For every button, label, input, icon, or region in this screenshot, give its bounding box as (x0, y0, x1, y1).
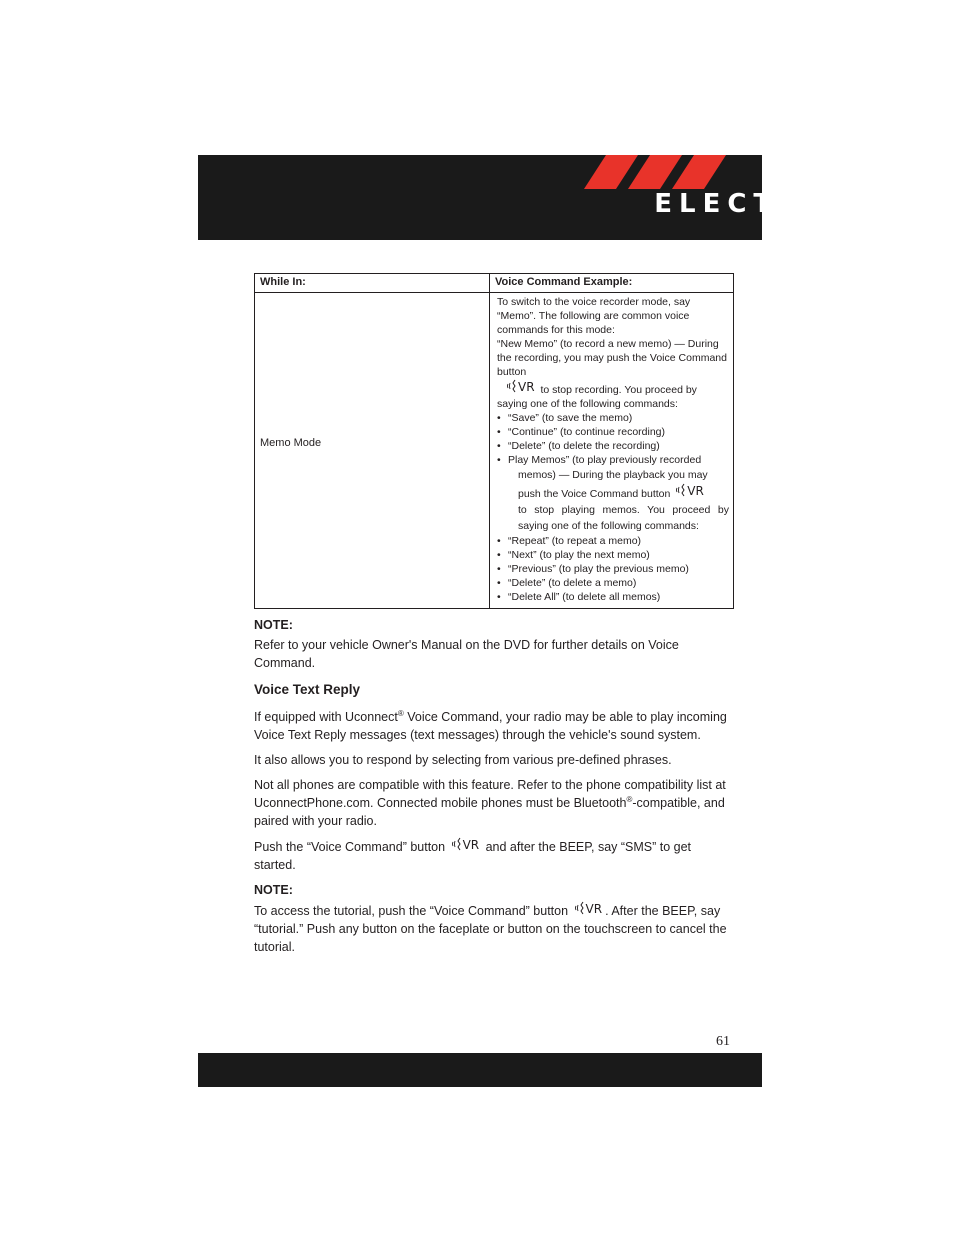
command-item-cont: to stop playing memos. You proceed by (518, 504, 729, 516)
intro-text-3-line (497, 379, 729, 411)
table-column-divider (489, 274, 490, 608)
command-item: • “Next” (to play the next memo) (497, 548, 729, 562)
vr-button-icon: VR (575, 901, 603, 915)
section-title: ELECTRONICS (654, 189, 932, 219)
footer-bar (198, 1053, 762, 1087)
table-header-row (255, 274, 733, 293)
intro-text-2: “New Memo” (to record a new memo) — During the recording, you may push the Voice Command button (497, 338, 727, 378)
note-text: Refer to your vehicle Owner's Manual on the DVD for further details on Voice Command. (254, 638, 679, 670)
intro-text-3: to stop recording. You proceed by saying one of the following commands: (497, 384, 697, 410)
command-item-cont: memos) — During the playback you may (518, 469, 708, 481)
command-item: • “Delete” (to delete a memo) (497, 576, 729, 590)
page-number: 61 (716, 1034, 730, 1049)
command-item: • “Delete All” (to delete all memos) (497, 590, 729, 604)
body-text (254, 616, 734, 963)
vr-button-icon: VR (500, 379, 535, 393)
command-item: • “Delete” (to delete the recording) (497, 439, 729, 453)
command-item: • “Repeat” (to repeat a memo) (497, 534, 729, 548)
command-item: • Play Memos” (to play previously recorded (497, 453, 729, 467)
command-item: • “Save” (to save the memo) (497, 411, 729, 425)
col-header-while-in: While In: (260, 276, 306, 288)
mode-label: Memo Mode (260, 437, 322, 449)
command-item-cont: saying one of the following commands: (518, 520, 699, 532)
subheading: Voice Text Reply (254, 682, 361, 697)
paragraph: Not all phones are compatible with this feature. Refer to the phone compatibility list at UconnectPhone.com. Connected mobile phones must be Bluetooth®-compatible, and paired with your radio. (254, 778, 726, 828)
command-item: • “Previous” (to play the previous memo) (497, 562, 729, 576)
paragraph: To access the tutorial, push the “Voice Command” button VR . After the BEEP, say “tutorial.” Push any button on the faceplate or button on the touchscreen to cancel the tutorial. (254, 902, 727, 954)
col-header-example: Voice Command Example: (495, 276, 633, 288)
paragraph: Push the “Voice Command” button VR and after the BEEP, say “SMS” to get started. (254, 838, 692, 872)
command-item: • “Continue” (to continue recording) (497, 425, 729, 439)
vr-button-icon: VR (452, 837, 480, 851)
intro-text-1: To switch to the voice recorder mode, say “Memo”. The following are common voice commands for this mode: (497, 296, 691, 336)
example-cell (497, 295, 729, 604)
paragraph: It also allows you to respond by selecting from various pre-defined phrases. (254, 753, 672, 767)
note-label: NOTE: (254, 618, 293, 632)
command-item-cont: push the Voice Command button VR (518, 484, 704, 500)
note-label: NOTE: (254, 883, 293, 897)
voice-command-table (254, 273, 734, 609)
paragraph: If equipped with Uconnect® Voice Command, your radio may be able to play incoming Voice Text Reply messages (text messages) through the vehicle's sound system. (254, 708, 727, 742)
vr-button-icon: VR (676, 483, 704, 497)
